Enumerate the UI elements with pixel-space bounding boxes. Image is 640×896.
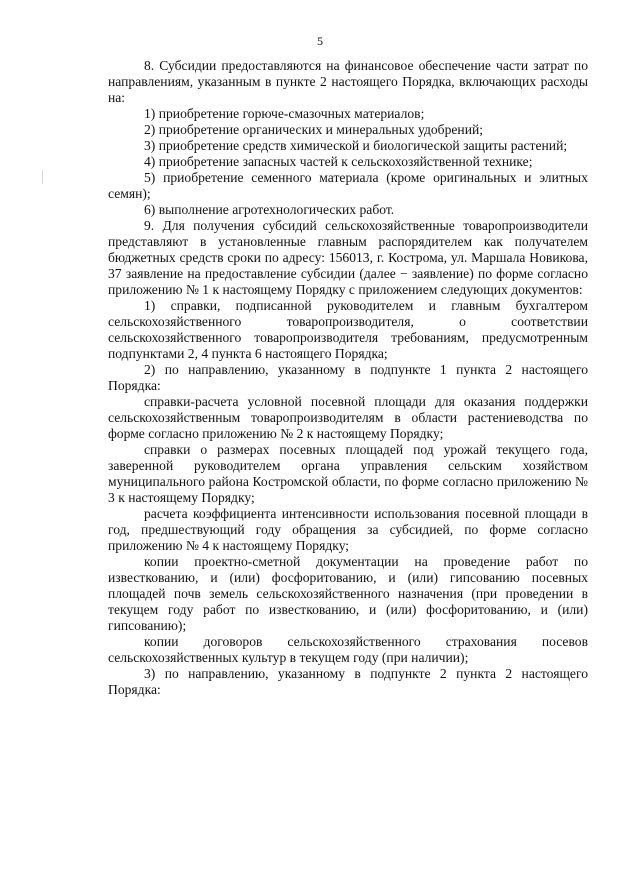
paragraph-doc-2-a: справки-расчета условной посевной площади для оказания поддержки сельскохозяйственным товаропроизводителям в области растениеводства по форме согласно приложению № 2 к настоящему Порядку;	[108, 394, 588, 441]
paragraph-doc-1: 1) справки, подписанной руководителем и главным бухгалтером сельскохозяйственного товаропроизводителя, о соответствии сельскохозяйственного товаропроизводителя требованиям, предусмотренным подпунктами 2, 4 пункта 6 настоящего Порядка;	[108, 298, 588, 361]
paragraph-subitem-6: 6) выполнение агротехнологических работ.	[144, 202, 395, 217]
paragraph-doc-2-c: расчета коэффициента интенсивности использования посевной площади в год, предшествующий году обращения за субсидией, по форме согласно приложению № 4 к настоящему Порядку;	[108, 506, 588, 553]
paragraph-item-9: 9. Для получения субсидий сельскохозяйственные товаропроизводители представляют в установленные главным распорядителем как получателем бюджетных средств сроки по адресу: 156013, г. Кострома, ул. Маршала Новикова, 37 заявление на предоставление субсидии (далее − заявление) по форме согласно приложению № 1 к настоящему Порядку с приложением следующих документов:	[108, 218, 588, 297]
paragraph-subitem-2: 2) приобретение органических и минеральных удобрений;	[144, 122, 484, 137]
paragraph-item-8: 8. Субсидии предоставляются на финансовое обеспечение части затрат по направлениям, указанным в пункте 2 настоящего Порядка, включающих расходы на:	[108, 58, 588, 105]
paragraph-doc-3: 3) по направлению, указанному в подпункте 2 пункта 2 настоящего Порядка:	[108, 666, 588, 697]
paragraph-doc-2-d: копии проектно-сметной документации на проведение работ по известкованию, и (или) фосфоритованию, и (или) гипсованию посевных площадей почв земель сельскохозяйственного назначения (при проведении в текущем году работ по известкованию, и (или) фосфоритованию, и (или) гипсованию);	[108, 554, 588, 633]
paragraph-subitem-5: 5) приобретение семенного материала (кроме оригинальных и элитных семян);	[108, 170, 588, 201]
paragraph-doc-2-b: справки о размерах посевных площадей под урожай текущего года, заверенной руководителем органа управления сельским хозяйством муниципального района Костромской области, по форме согласно приложению № 3 к настоящему Порядку;	[108, 442, 588, 505]
page-number: 5	[317, 34, 323, 48]
paragraph-doc-2-e: копии договоров сельскохозяйственного страхования посевов сельскохозяйственных культур в текущем году (при наличии);	[108, 634, 588, 665]
document-body	[108, 58, 588, 698]
paragraph-subitem-4: 4) приобретение запасных частей к сельскохозяйственной технике;	[144, 154, 533, 169]
scan-edge-mark	[42, 170, 43, 184]
paragraph-doc-2: 2) по направлению, указанному в подпункте 1 пункта 2 настоящего Порядка:	[108, 362, 588, 393]
paragraph-subitem-1: 1) приобретение горюче-смазочных материалов;	[144, 106, 425, 121]
paragraph-subitem-3: 3) приобретение средств химической и биологической защиты растений;	[144, 138, 568, 153]
